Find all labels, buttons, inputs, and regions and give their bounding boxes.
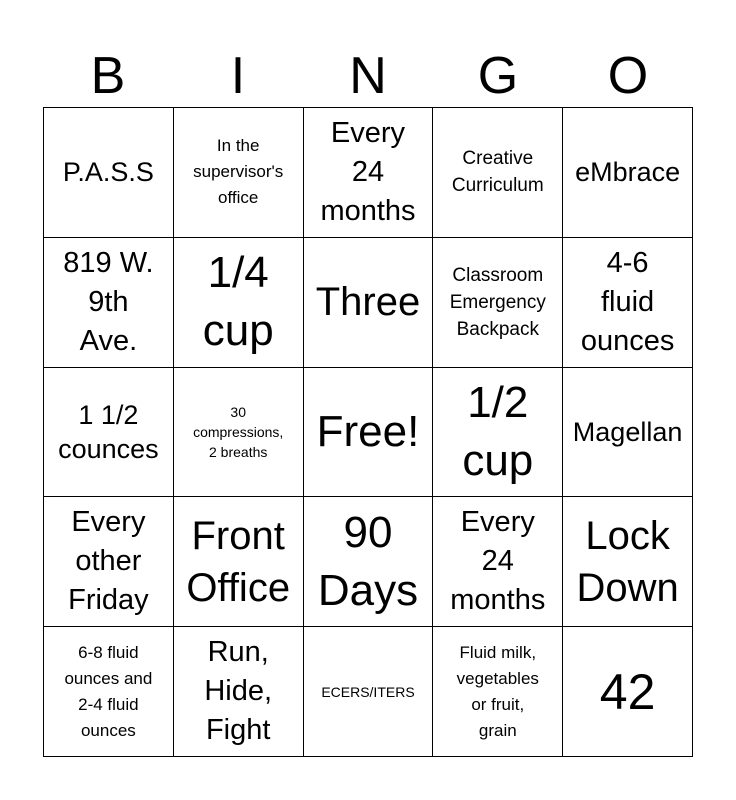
cell-text: Every 24 months bbox=[320, 116, 416, 227]
cell-text: Fluid milk, vegetables or fruit, grain bbox=[456, 642, 539, 740]
cell-text: Classroom Emergency Backpack bbox=[449, 264, 546, 340]
cell-text: Front Office bbox=[186, 513, 291, 610]
bingo-cell[interactable] bbox=[304, 108, 434, 238]
cell-text: Every other Friday bbox=[68, 506, 149, 617]
header-letter-o: O bbox=[607, 47, 649, 105]
bingo-cell[interactable] bbox=[433, 108, 563, 238]
bingo-cell[interactable] bbox=[44, 497, 174, 627]
cell-text: eMbrace bbox=[575, 157, 681, 188]
bingo-cell[interactable] bbox=[563, 368, 693, 498]
bingo-cell[interactable] bbox=[433, 497, 563, 627]
bingo-cell[interactable] bbox=[174, 368, 304, 498]
bingo-header bbox=[43, 46, 693, 106]
bingo-cell[interactable] bbox=[563, 238, 693, 368]
bingo-cell[interactable] bbox=[433, 368, 563, 498]
header-letter-n: N bbox=[349, 47, 387, 105]
cell-text: In the supervisor's office bbox=[193, 136, 284, 208]
cell-text: 819 W. 9th Ave. bbox=[63, 246, 154, 357]
bingo-cell[interactable] bbox=[304, 627, 434, 757]
bingo-cell[interactable] bbox=[44, 627, 174, 757]
cell-text: 1 1/2 counces bbox=[58, 399, 159, 464]
bingo-cell[interactable] bbox=[433, 627, 563, 757]
header-letter-i: I bbox=[230, 47, 246, 105]
bingo-cell[interactable] bbox=[174, 497, 304, 627]
cell-text: ECERS/ITERS bbox=[321, 683, 415, 700]
cell-text: Creative Curriculum bbox=[451, 148, 544, 197]
bingo-cell[interactable] bbox=[174, 238, 304, 368]
bingo-cell[interactable] bbox=[174, 108, 304, 238]
cell-text: 42 bbox=[599, 663, 656, 720]
bingo-cell[interactable] bbox=[44, 108, 174, 238]
cell-text: 90 Days bbox=[317, 507, 419, 615]
cell-text: Magellan bbox=[572, 416, 683, 447]
cell-text: 1/4 cup bbox=[202, 248, 274, 356]
bingo-cell[interactable] bbox=[304, 497, 434, 627]
cell-text: Three bbox=[315, 280, 421, 325]
cell-text: 30 compressions, 2 breaths bbox=[193, 403, 284, 460]
bingo-cell[interactable] bbox=[563, 497, 693, 627]
cell-text: Lock Down bbox=[576, 513, 679, 610]
bingo-cell[interactable] bbox=[44, 238, 174, 368]
bingo-cell[interactable] bbox=[304, 238, 434, 368]
header-letter-b: B bbox=[90, 47, 126, 105]
free-space-text: Free! bbox=[316, 406, 420, 456]
cell-text: 4-6 fluid ounces bbox=[580, 246, 675, 357]
header-letter-g: G bbox=[477, 47, 519, 105]
bingo-cell[interactable] bbox=[174, 627, 304, 757]
bingo-board bbox=[43, 107, 693, 757]
bingo-cell[interactable] bbox=[44, 368, 174, 498]
bingo-cell[interactable] bbox=[563, 108, 693, 238]
cell-text: 6-8 fluid ounces and 2-4 fluid ounces bbox=[64, 642, 153, 740]
cell-text: P.A.S.S bbox=[62, 157, 154, 188]
free-space-cell[interactable] bbox=[304, 368, 434, 498]
cell-text: Every 24 months bbox=[450, 506, 546, 617]
cell-text: 1/2 cup bbox=[462, 377, 534, 485]
cell-text: Run, Hide, Fight bbox=[204, 636, 273, 747]
bingo-cell[interactable] bbox=[433, 238, 563, 368]
bingo-cell[interactable] bbox=[563, 627, 693, 757]
